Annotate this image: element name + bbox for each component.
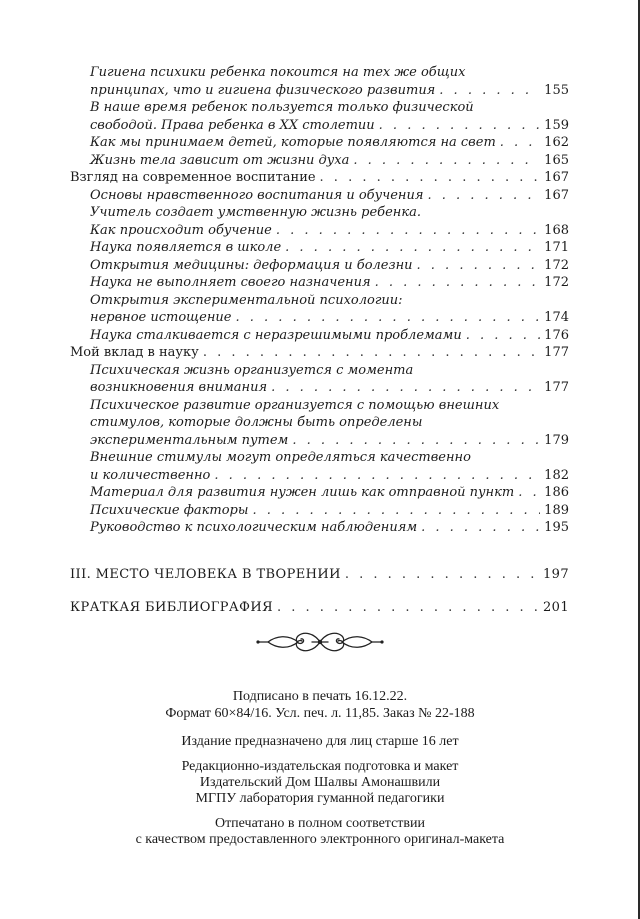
leader-dots [285, 239, 540, 257]
toc-entry[interactable] [70, 274, 569, 292]
page-number: 176 [544, 327, 569, 343]
leader-dots [375, 274, 541, 292]
leader-dots [353, 152, 540, 170]
toc-entry[interactable] [70, 204, 569, 222]
page-number: 162 [544, 135, 569, 150]
toc-entry-text: Наука сталкивается с неразрешимыми проблемами [90, 327, 462, 343]
page-number: 155 [544, 82, 569, 98]
toc-entry-text: Взгляд на современное воспитание [70, 170, 316, 185]
toc-entry[interactable] [70, 502, 569, 520]
imprint-prep: Редакционно-издательская подготовка и макет [181, 759, 459, 774]
part-title: III. МЕСТО ЧЕЛОВЕКА В ТВОРЕНИИ [70, 567, 341, 582]
ornament-divider [254, 625, 386, 659]
toc-entry-text: Как мы принимаем детей, которые появляются на свет [90, 135, 496, 150]
leader-dots [214, 467, 540, 485]
leader-dots [439, 82, 540, 100]
imprint-format: Формат 60×84/16. Усл. печ. л. 11,85. Заказ № 22-188 [165, 706, 475, 721]
page-number: 172 [544, 257, 569, 273]
leader-dots [276, 222, 540, 240]
toc-entry[interactable] [70, 292, 569, 327]
toc-entry-text: принципах, что и гигиена физического развития [90, 82, 436, 98]
toc-entry-text: Гигиена психики ребенка покоится на тех же общих [90, 65, 466, 80]
page-number: 201 [542, 600, 569, 615]
toc-entry-text: В наше время ребенок пользуется только физической [90, 100, 474, 115]
page-number: 195 [544, 520, 569, 535]
toc-entry[interactable] [70, 327, 569, 345]
toc-entry-text: Внешние стимулы могут определяться качественно [90, 450, 471, 465]
leader-dots [271, 379, 540, 397]
toc-entry[interactable] [70, 187, 569, 205]
toc-entry-text: и количественно [90, 467, 211, 483]
toc-entry[interactable] [70, 222, 569, 240]
toc-entry-text: Психические факторы [90, 502, 249, 518]
imprint-printed-line2: с качеством предоставленного электронного оригинал-макета [135, 832, 505, 847]
imprint-publisher: Издательский Дом Шалвы Амонашвили [199, 775, 441, 790]
toc-entry-text: Как происходит обучение [90, 222, 272, 238]
page-number: 167 [544, 187, 569, 203]
page-number: 171 [544, 240, 569, 255]
toc-entry-text: Учитель создает умственную жизнь ребенка. [90, 205, 421, 220]
leader-dots [518, 484, 540, 502]
part-title: КРАТКАЯ БИБЛИОГРАФИЯ [70, 600, 273, 615]
toc-entry-text: Психическое развитие организуется с помощью внешних [90, 397, 500, 413]
toc-entry[interactable] [70, 397, 569, 450]
leader-dots [320, 169, 541, 187]
imprint-age-note: Издание предназначено для лиц старше 16 лет [181, 734, 459, 749]
toc-entry-text: Основы нравственного воспитания и обучения [90, 187, 424, 203]
part-entry-3[interactable] [70, 567, 569, 582]
leader-dots [236, 309, 541, 327]
leader-dots [379, 117, 541, 135]
toc-entry[interactable] [70, 134, 569, 152]
imprint-lab: МГПУ лаборатория гуманной педагогики [195, 791, 445, 806]
toc-entry-text: экспериментальным путем [90, 432, 289, 448]
page-number: 189 [544, 502, 569, 518]
table-of-contents [70, 64, 569, 537]
toc-entry-text: Мой вклад в науку [70, 345, 199, 360]
leader-dots [292, 432, 540, 450]
page-number: 172 [544, 275, 569, 290]
toc-entry[interactable] [70, 519, 569, 537]
page-number: 159 [544, 117, 569, 133]
bibliography-entry[interactable] [70, 600, 569, 615]
page-number: 197 [542, 567, 569, 582]
leader-dots [345, 567, 539, 582]
page-number: 186 [544, 485, 569, 500]
toc-entry[interactable] [70, 169, 569, 187]
toc-entry-text: Психическая жизнь организуется с момента [90, 362, 414, 378]
toc-entry-text: Руководство к психологическим наблюдениям [90, 520, 418, 535]
toc-entry-text: стимулов, которые должны быть определены [90, 415, 423, 430]
toc-entry-text: Открытия экспериментальной психологии: [90, 292, 403, 308]
imprint-printed-line1: Отпечатано в полном соответствии [214, 816, 426, 831]
page-number: 165 [544, 152, 569, 168]
page-number: 179 [544, 432, 569, 448]
leader-dots [203, 344, 540, 362]
toc-entry-text: Жизнь тела зависит от жизни духа [90, 152, 350, 168]
leader-dots [427, 187, 540, 205]
leader-dots [277, 600, 539, 615]
toc-entry[interactable] [70, 64, 569, 99]
imprint-signed: Подписано в печать 16.12.22. [232, 689, 408, 704]
page-number: 174 [544, 310, 569, 325]
page-number: 167 [544, 170, 569, 185]
leader-dots [421, 519, 540, 537]
toc-entry-text: Открытия медицины: деформация и болезни [90, 257, 413, 273]
toc-entry[interactable] [70, 362, 569, 397]
leader-dots [500, 134, 540, 152]
page-number: 182 [544, 467, 569, 483]
leader-dots [417, 257, 541, 275]
toc-entry-text: Материал для развития нужен лишь как отправной пункт [90, 485, 515, 500]
page-number: 177 [544, 345, 569, 360]
toc-entry-text: Наука не выполняет своего назначения [90, 275, 371, 290]
toc-entry-text: нервное истощение [90, 310, 232, 325]
leader-dots [252, 502, 540, 520]
leader-dots [466, 327, 540, 345]
toc-entry[interactable] [70, 484, 569, 502]
page-number: 168 [544, 222, 569, 238]
toc-entry-text: возникновения внимания [90, 380, 268, 395]
page-number: 177 [544, 380, 569, 395]
toc-entry-text: свободой. Права ребенка в XX столетии [90, 117, 375, 133]
toc-entry[interactable] [70, 257, 569, 275]
toc-entry[interactable] [70, 344, 569, 362]
toc-entry[interactable] [70, 239, 569, 257]
toc-entry[interactable] [70, 99, 569, 134]
toc-entry[interactable] [70, 449, 569, 484]
toc-entry-text: Наука появляется в школе [90, 240, 282, 255]
toc-entry[interactable] [70, 152, 569, 170]
